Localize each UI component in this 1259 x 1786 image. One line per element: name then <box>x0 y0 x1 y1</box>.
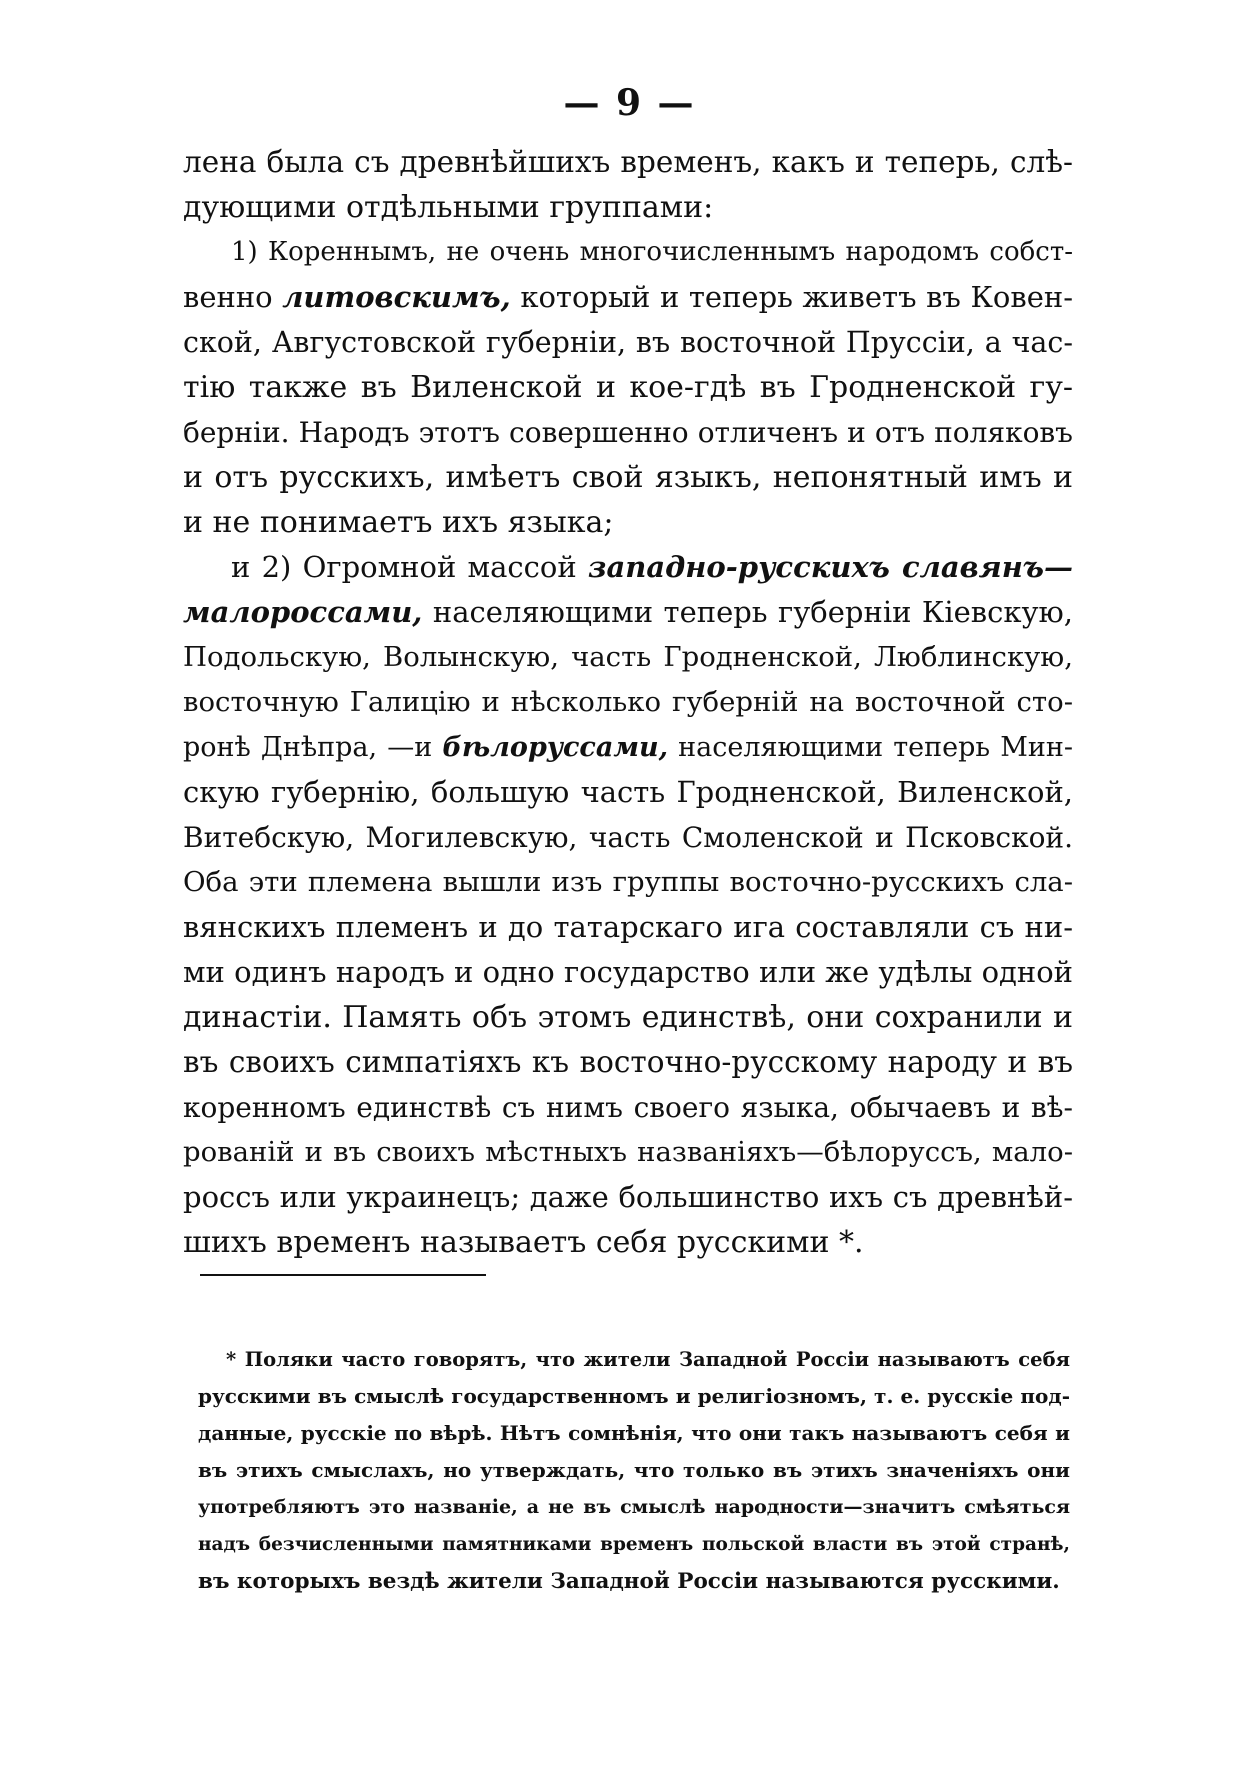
text-line <box>183 590 1073 635</box>
text-line: рованій и въ своихъ мѣстныхъ названіяхъ—бѣлоруссъ, мало- <box>183 1136 1073 1168</box>
footnote-line: въ которыхъ вездѣ жители Западной Россіи называются русскими. <box>198 1569 1060 1594</box>
text-line: восточную Галицію и нѣсколько губерній на восточной сто- <box>183 686 1073 718</box>
footnote-line: употребляютъ это названіе, а не въ смыслѣ народности—значитъ смѣяться <box>198 1496 1070 1518</box>
text-line: и не понимаетъ ихъ языка; <box>183 505 614 540</box>
footnote-divider <box>200 1274 486 1276</box>
text-fragment: который и теперь живетъ въ Ковен- <box>520 280 1073 314</box>
text-line <box>183 275 1073 320</box>
text-fragment: населяющими теперь Мин- <box>678 732 1073 763</box>
footnote <box>198 1341 1070 1600</box>
text-fragment: венно <box>183 280 273 314</box>
page-number: — 9 — <box>563 82 696 124</box>
text-line: дующими отдѣльными группами: <box>183 190 714 225</box>
main-text <box>183 140 1073 1265</box>
text-line: коренномъ единствѣ съ нимъ своего языка, обычаевъ и вѣ- <box>183 1091 1073 1124</box>
footnote-line: въ этихъ смыслахъ, но утверждать, что только въ этихъ значеніяхъ они <box>198 1458 1070 1482</box>
text-line: ской, Августовской губерніи, въ восточной Пруссіи, а час- <box>183 326 1073 359</box>
footnote-line: * Поляки часто говорятъ, что жители Западной Россіи называютъ себя <box>226 1348 1070 1371</box>
text-line: 1) Кореннымъ, не очень многочисленнымъ народомъ собст- <box>231 237 1073 267</box>
text-line: Подольскую, Волынскую, часть Гродненской, Люблинскую, <box>183 641 1073 673</box>
emphasis-belorussy: бѣлоруссами, <box>442 732 669 763</box>
text-line: и отъ русскихъ, имѣетъ свой языкъ, непонятный имъ и <box>183 460 1073 495</box>
text-fragment: населяющими теперь губерніи Кіевскую, <box>432 595 1074 629</box>
footnote-line: русскими въ смыслѣ государственномъ и религіозномъ, т. е. русскіе под- <box>198 1384 1070 1408</box>
emphasis-malorossy: малороссами, <box>183 595 423 629</box>
text-line: ми одинъ народъ и одно государство или же удѣлы одной <box>183 955 1073 989</box>
text-line: лена была съ древнѣйшихъ временъ, какъ и теперь, слѣ- <box>183 145 1073 179</box>
text-line: берніи. Народъ этотъ совершенно отличенъ и отъ поляковъ <box>183 416 1073 449</box>
footnote-line: надъ безчисленными памятниками временъ польской власти въ этой странѣ, <box>198 1534 1070 1555</box>
text-line: династіи. Память объ этомъ единствѣ, они сохранили и <box>183 1000 1073 1035</box>
text-line <box>183 725 1073 770</box>
text-line: скую губернію, большую часть Гродненской, Виленской, <box>183 775 1073 809</box>
footnote-line: данные, русскіе по вѣрѣ. Нѣтъ сомнѣнія, что они такъ называютъ себя и <box>198 1421 1070 1445</box>
text-line: вянскихъ племенъ и до татарскаго ига составляли съ ни- <box>183 910 1073 944</box>
text-line: Оба эти племена вышли изъ группы восточно-русскихъ сла- <box>183 866 1073 898</box>
text-fragment: ронѣ Днѣпра, —и <box>183 732 433 763</box>
text-line: россъ или украинецъ; даже большинство ихъ съ древнѣй- <box>183 1180 1073 1214</box>
text-line: шихъ временъ называетъ себя русскими *. <box>183 1225 864 1260</box>
text-fragment: и 2) Огромной массой <box>231 550 577 584</box>
text-line <box>183 545 1073 590</box>
text-line: Витебскую, Могилевскую, часть Смоленской и Псковской. <box>183 821 1073 854</box>
emphasis-west-russian: западно-русскихъ славянъ— <box>587 550 1073 584</box>
text-line: въ своихъ симпатіяхъ къ восточно-русскому народу и въ <box>183 1045 1073 1079</box>
emphasis-lithuanian: литовскимъ, <box>282 280 511 314</box>
text-line: тію также въ Виленской и кое-гдѣ въ Гродненской гу- <box>183 370 1073 405</box>
